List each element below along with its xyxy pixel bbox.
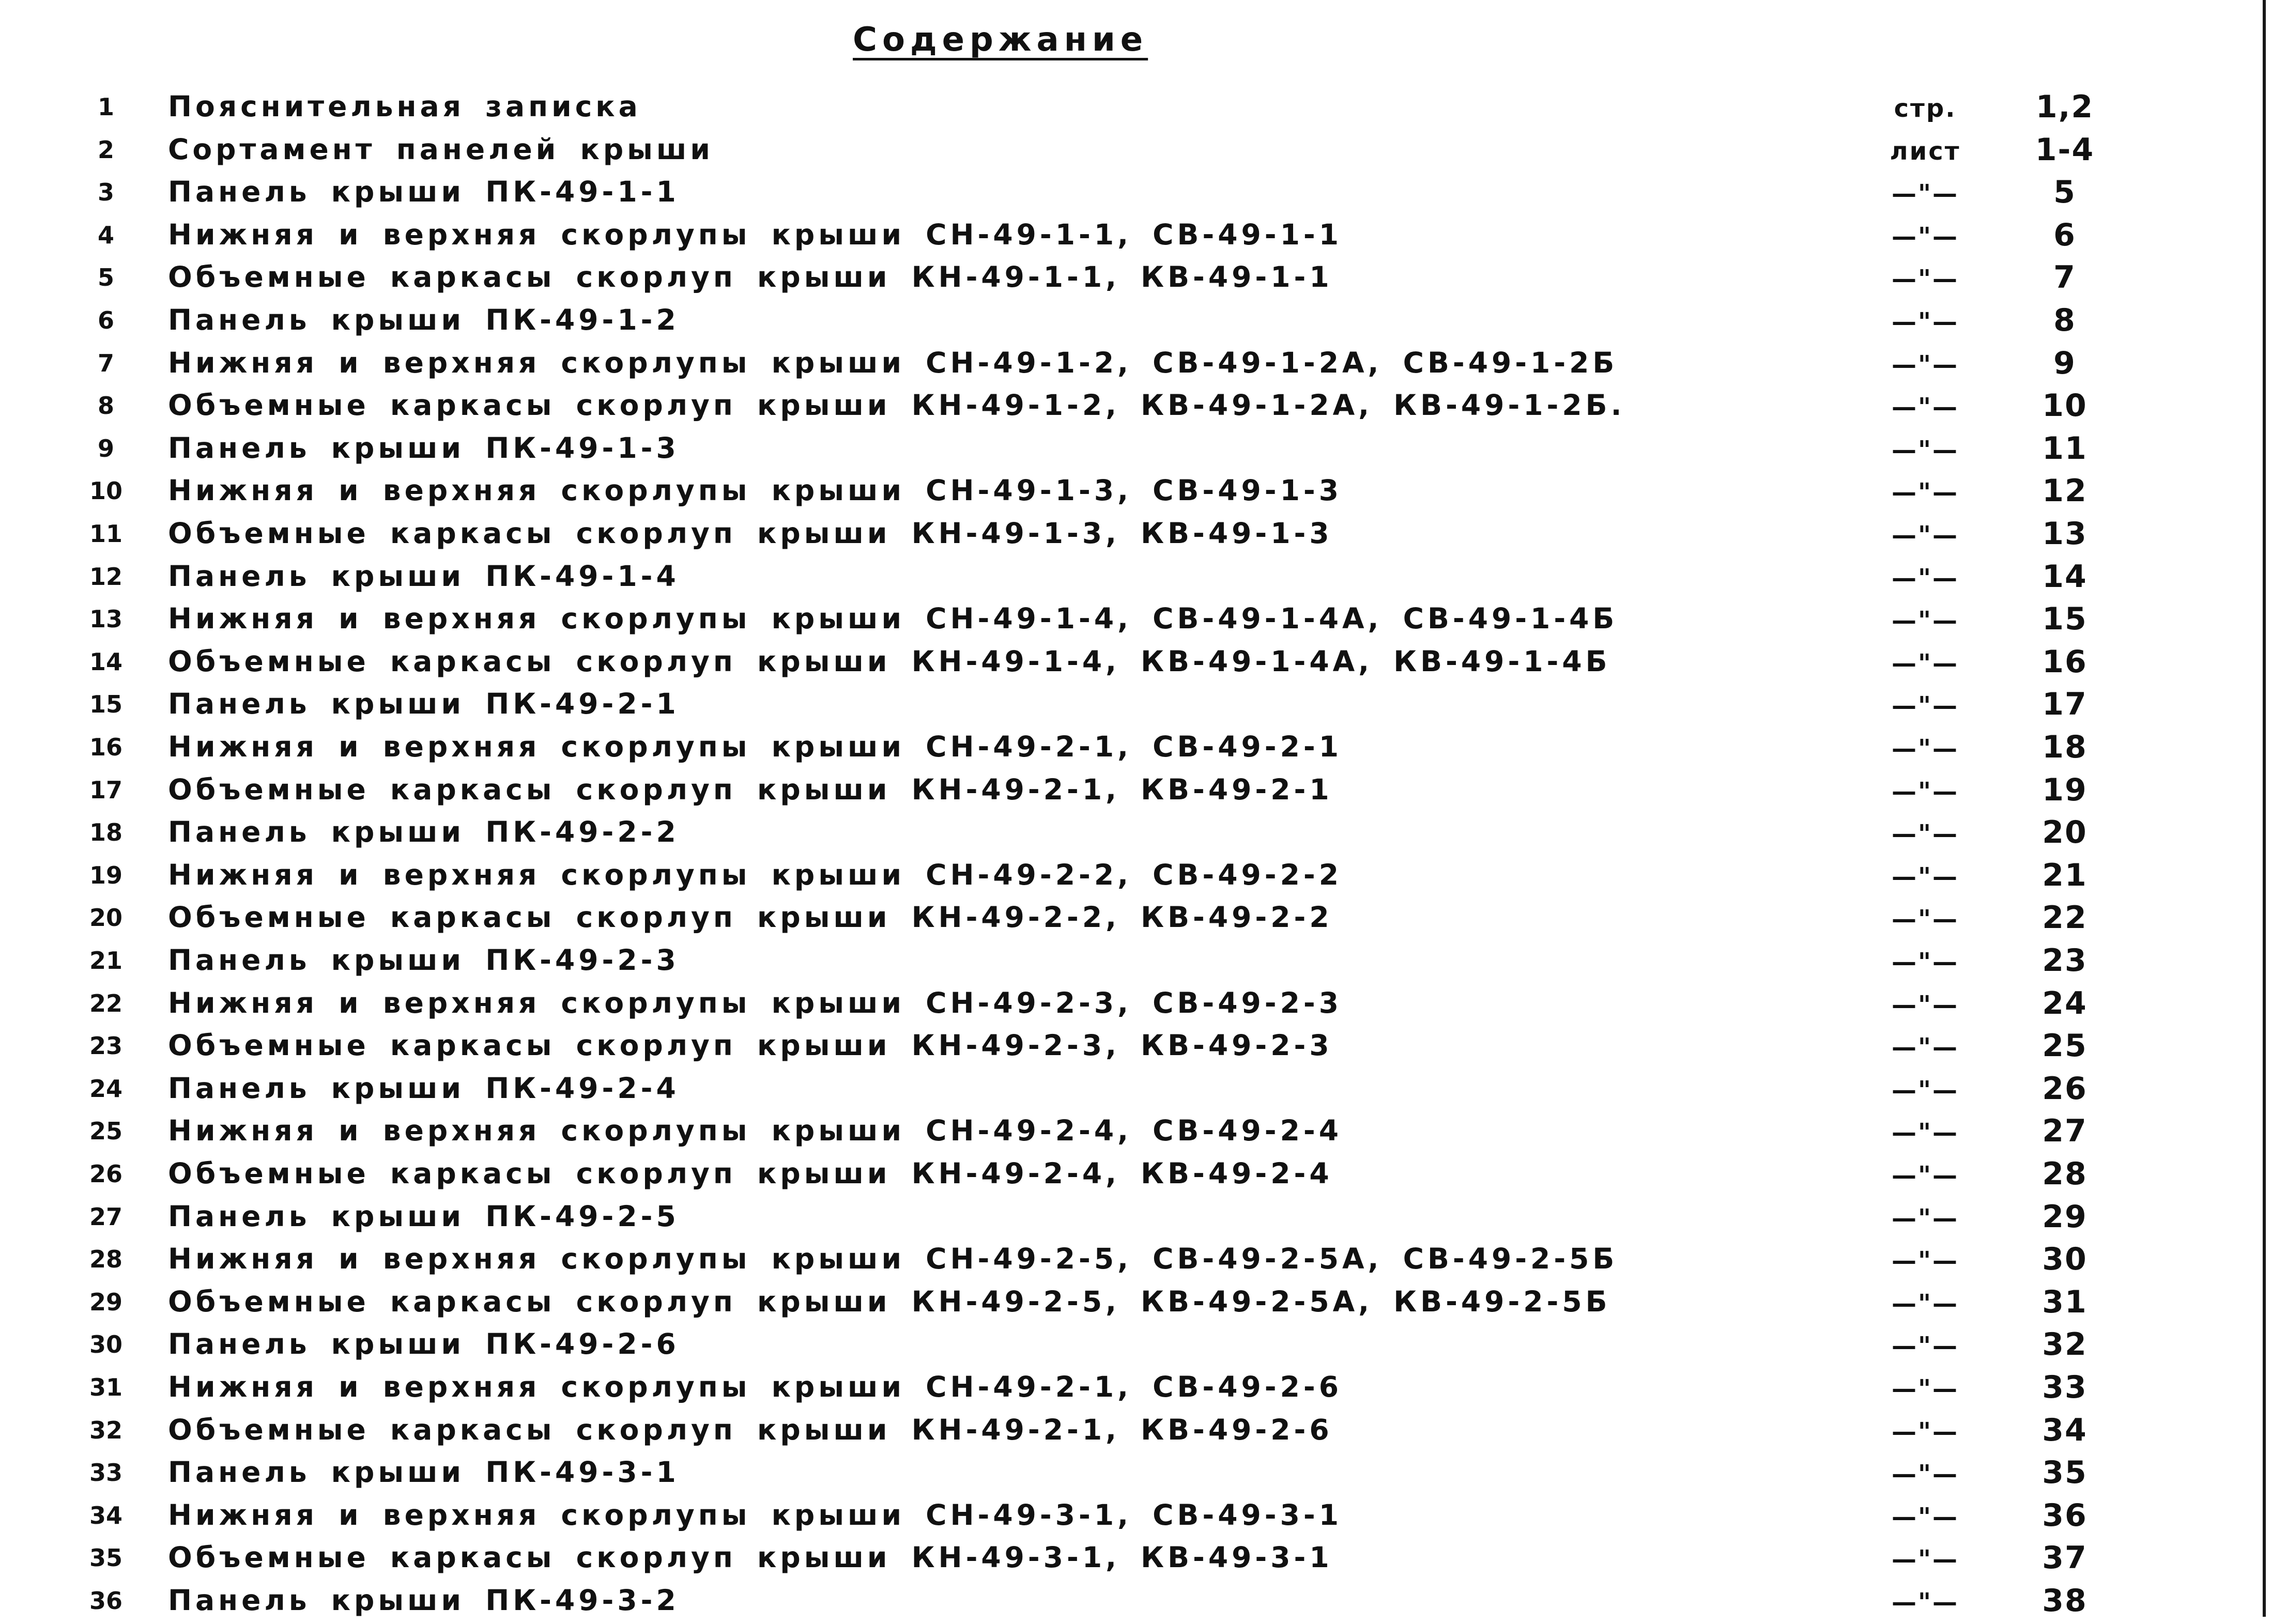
toc-row (0, 1367, 2272, 1411)
row-unit: —"— (1891, 777, 1959, 806)
row-title: Панель крыши ПК-49-3-2 (168, 1584, 680, 1617)
row-title: Объемные каркасы скорлуп крыши КН-49-1-2, КВ-49-1-2А, КВ-49-1-2Б. (168, 389, 1625, 422)
row-title: Объемные каркасы скорлуп крыши КН-49-1-4, КВ-49-1-4А, КВ-49-1-4Б (168, 644, 1611, 678)
row-unit: —"— (1891, 1203, 1959, 1233)
row-title: Нижняя и верхняя скорлупы крыши СН-49-1-3, СВ-49-1-3 (168, 474, 1342, 507)
row-page: 1-4 (2035, 131, 2095, 168)
row-unit: —"— (1891, 435, 1959, 465)
row-number: 24 (89, 1074, 122, 1103)
row-title: Объемные каркасы скорлуп крыши КН-49-1-1, КВ-49-1-1 (168, 260, 1333, 294)
row-number: 23 (89, 1032, 122, 1060)
row-number: 32 (89, 1416, 122, 1444)
row-title: Панель крыши ПК-49-1-1 (168, 175, 680, 209)
row-page: 21 (2042, 857, 2087, 893)
row-number: 8 (97, 392, 114, 420)
toc-row (0, 727, 2272, 770)
row-unit: —"— (1891, 1075, 1959, 1105)
row-unit: —"— (1891, 478, 1959, 507)
row-number: 26 (89, 1160, 122, 1188)
row-page: 38 (2042, 1583, 2087, 1619)
row-page: 7 (2053, 259, 2076, 296)
toc-row (0, 130, 2272, 173)
row-title: Панель крыши ПК-49-1-4 (168, 559, 680, 593)
row-page: 34 (2042, 1412, 2087, 1448)
toc-row (0, 1197, 2272, 1240)
row-title: Панель крыши ПК-49-2-4 (168, 1071, 680, 1105)
row-number: 13 (89, 605, 122, 633)
row-page: 12 (2042, 473, 2087, 509)
row-title: Нижняя и верхняя скорлупы крыши СН-49-2-5, СВ-49-2-5А, СВ-49-2-5Б (168, 1242, 1618, 1276)
row-title: Нижняя и верхняя скорлупы крыши СН-49-2-1, СВ-49-2-6 (168, 1370, 1342, 1403)
row-page: 13 (2042, 516, 2087, 552)
row-title: Нижняя и верхняя скорлупы крыши СН-49-1-4, СВ-49-1-4А, СВ-49-1-4Б (168, 602, 1618, 636)
row-number: 21 (89, 947, 122, 975)
row-page: 16 (2042, 643, 2087, 680)
row-page: 15 (2042, 601, 2087, 638)
row-title: Объемные каркасы скорлуп крыши КН-49-1-3, КВ-49-1-3 (168, 517, 1333, 550)
row-unit: —"— (1891, 734, 1959, 763)
row-page: 8 (2053, 302, 2076, 338)
row-page: 33 (2042, 1369, 2087, 1405)
row-title: Нижняя и верхняя скорлупы крыши СН-49-1-2, СВ-49-1-2А, СВ-49-1-2Б (168, 346, 1618, 379)
toc-row (0, 257, 2272, 301)
row-title: Объемные каркасы скорлуп крыши КН-49-2-4, КВ-49-2-4 (168, 1157, 1333, 1190)
row-title: Панель крыши ПК-49-1-2 (168, 303, 680, 336)
row-title: Объемные каркасы скорлуп крыши КН-49-3-1, КВ-49-3-1 (168, 1541, 1333, 1574)
row-page: 22 (2042, 900, 2087, 936)
row-number: 9 (97, 434, 114, 462)
row-number: 7 (97, 349, 114, 377)
row-title: Панель крыши ПК-49-2-3 (168, 944, 680, 977)
row-unit: —"— (1891, 1118, 1959, 1148)
toc-row (0, 1154, 2272, 1197)
row-title: Объемные каркасы скорлуп крыши КН-49-2-1, КВ-49-2-6 (168, 1413, 1333, 1446)
row-number: 22 (89, 989, 122, 1017)
row-number: 16 (89, 733, 122, 761)
row-page: 11 (2042, 430, 2087, 467)
toc-row (0, 940, 2272, 984)
row-number: 14 (89, 647, 122, 676)
row-number: 28 (89, 1245, 122, 1274)
row-number: 15 (89, 690, 122, 719)
page-title: Содержание (853, 21, 1148, 59)
toc-row (0, 1538, 2272, 1581)
row-unit: —"— (1891, 307, 1959, 336)
row-unit: лист (1890, 136, 1961, 166)
toc-row (0, 1069, 2272, 1112)
toc-row (0, 215, 2272, 258)
toc-row (0, 898, 2272, 941)
row-unit: —"— (1891, 691, 1959, 721)
row-unit: —"— (1891, 648, 1959, 678)
toc-row (0, 812, 2272, 856)
row-title: Пояснительная записка (168, 90, 641, 123)
row-page: 27 (2042, 1113, 2087, 1150)
toc-row (0, 1111, 2272, 1154)
row-unit: —"— (1891, 1588, 1959, 1617)
row-number: 20 (89, 904, 122, 932)
row-number: 2 (97, 135, 114, 164)
toc-row (0, 1581, 2272, 1624)
toc-row (0, 471, 2272, 514)
row-page: 1,2 (2035, 89, 2094, 125)
row-unit: —"— (1891, 265, 1959, 294)
toc-row (0, 983, 2272, 1027)
row-number: 34 (89, 1501, 122, 1529)
row-number: 17 (89, 776, 122, 804)
row-title: Панель крыши ПК-49-2-2 (168, 815, 680, 849)
row-page: 30 (2042, 1241, 2087, 1278)
row-unit: —"— (1891, 862, 1959, 891)
row-unit: —"— (1891, 1289, 1959, 1318)
toc-row (0, 770, 2272, 813)
row-number: 36 (89, 1587, 122, 1615)
row-unit: —"— (1891, 1460, 1959, 1489)
row-title: Нижняя и верхняя скорлупы крыши СН-49-1-1, СВ-49-1-1 (168, 218, 1342, 251)
row-unit: —"— (1891, 905, 1959, 934)
toc-row (0, 855, 2272, 899)
row-title: Объемные каркасы скорлуп крыши КН-49-2-2, КВ-49-2-2 (168, 901, 1333, 934)
row-page: 14 (2042, 558, 2087, 595)
toc-row (0, 172, 2272, 215)
toc-row (0, 428, 2272, 472)
row-number: 4 (97, 221, 114, 249)
row-unit: —"— (1891, 1545, 1959, 1574)
row-unit: —"— (1891, 350, 1959, 379)
toc-row (0, 87, 2272, 130)
row-page: 32 (2042, 1326, 2087, 1363)
row-number: 6 (97, 306, 114, 334)
toc-row (0, 556, 2272, 600)
row-unit: —"— (1891, 179, 1959, 209)
row-page: 37 (2042, 1540, 2087, 1576)
row-number: 3 (97, 178, 114, 207)
toc-row (0, 1324, 2272, 1368)
toc-row (0, 1410, 2272, 1453)
row-unit: —"— (1891, 606, 1959, 636)
row-unit: —"— (1891, 1033, 1959, 1062)
row-page: 10 (2042, 388, 2087, 424)
row-page: 20 (2042, 814, 2087, 851)
row-number: 30 (89, 1331, 122, 1359)
row-page: 25 (2042, 1028, 2087, 1064)
row-number: 19 (89, 861, 122, 889)
row-title: Сортамент панелей крыши (168, 132, 714, 166)
row-page: 28 (2042, 1156, 2087, 1192)
row-number: 29 (89, 1288, 122, 1316)
row-page: 26 (2042, 1070, 2087, 1107)
row-title: Объемные каркасы скорлуп крыши КН-49-2-3, КВ-49-2-3 (168, 1029, 1333, 1062)
row-title: Нижняя и верхняя скорлупы крыши СН-49-2-1, СВ-49-2-1 (168, 730, 1342, 763)
row-number: 1 (97, 93, 114, 121)
row-unit: —"— (1891, 1502, 1959, 1532)
row-unit: —"— (1891, 1246, 1959, 1276)
row-number: 11 (89, 520, 122, 548)
row-unit: —"— (1891, 948, 1959, 977)
row-number: 12 (89, 562, 122, 591)
row-page: 17 (2042, 686, 2087, 723)
row-number: 10 (89, 477, 122, 505)
row-page: 35 (2042, 1455, 2087, 1491)
row-unit: —"— (1891, 1417, 1959, 1446)
row-number: 27 (89, 1202, 122, 1231)
row-unit: —"— (1891, 1161, 1959, 1190)
row-unit: —"— (1891, 393, 1959, 422)
row-unit: —"— (1891, 563, 1959, 593)
row-page: 29 (2042, 1198, 2087, 1235)
row-unit: —"— (1891, 1332, 1959, 1361)
row-page: 23 (2042, 942, 2087, 979)
row-title: Нижняя и верхняя скорлупы крыши СН-49-2-3, СВ-49-2-3 (168, 986, 1342, 1019)
toc-row (0, 514, 2272, 557)
row-page: 24 (2042, 985, 2087, 1022)
row-number: 18 (89, 818, 122, 847)
toc-row (0, 1026, 2272, 1069)
toc-row (0, 642, 2272, 685)
row-page: 6 (2053, 216, 2076, 253)
row-title: Нижняя и верхняя скорлупы крыши СН-49-3-1, СВ-49-3-1 (168, 1498, 1342, 1532)
row-unit: —"— (1891, 990, 1959, 1019)
row-title: Объемные каркасы скорлуп крыши КН-49-2-1, КВ-49-2-1 (168, 772, 1333, 806)
row-unit: —"— (1891, 1374, 1959, 1403)
row-unit: —"— (1891, 222, 1959, 251)
row-page: 9 (2053, 345, 2076, 381)
row-title: Нижняя и верхняя скорлупы крыши СН-49-2-2, СВ-49-2-2 (168, 858, 1342, 891)
toc-row (0, 1452, 2272, 1496)
row-number: 31 (89, 1373, 122, 1401)
row-title: Панель крыши ПК-49-2-6 (168, 1327, 680, 1361)
toc-row (0, 343, 2272, 386)
row-number: 5 (97, 264, 114, 292)
toc-row (0, 1495, 2272, 1539)
row-number: 35 (89, 1544, 122, 1572)
row-unit: —"— (1891, 521, 1959, 550)
row-page: 36 (2042, 1497, 2087, 1534)
toc-row (0, 1239, 2272, 1282)
row-page: 18 (2042, 729, 2087, 765)
toc-row (0, 300, 2272, 344)
toc-row (0, 1282, 2272, 1325)
row-title: Панель крыши ПК-49-2-1 (168, 687, 680, 721)
row-page: 31 (2042, 1283, 2087, 1320)
row-unit: —"— (1891, 819, 1959, 849)
row-unit: стр. (1894, 94, 1957, 123)
row-title: Панель крыши ПК-49-3-1 (168, 1456, 680, 1489)
row-page: 19 (2042, 771, 2087, 808)
toc-row (0, 385, 2272, 429)
row-page: 5 (2053, 174, 2076, 211)
toc-row (0, 599, 2272, 642)
row-title: Панель крыши ПК-49-1-3 (168, 431, 680, 465)
row-title: Объемные каркасы скорлуп крыши КН-49-2-5, КВ-49-2-5А, КВ-49-2-5Б (168, 1285, 1611, 1318)
row-number: 25 (89, 1117, 122, 1146)
row-number: 33 (89, 1459, 122, 1487)
row-title: Нижняя и верхняя скорлупы крыши СН-49-2-4, СВ-49-2-4 (168, 1114, 1342, 1148)
toc-row (0, 684, 2272, 728)
row-title: Панель крыши ПК-49-2-5 (168, 1199, 680, 1233)
